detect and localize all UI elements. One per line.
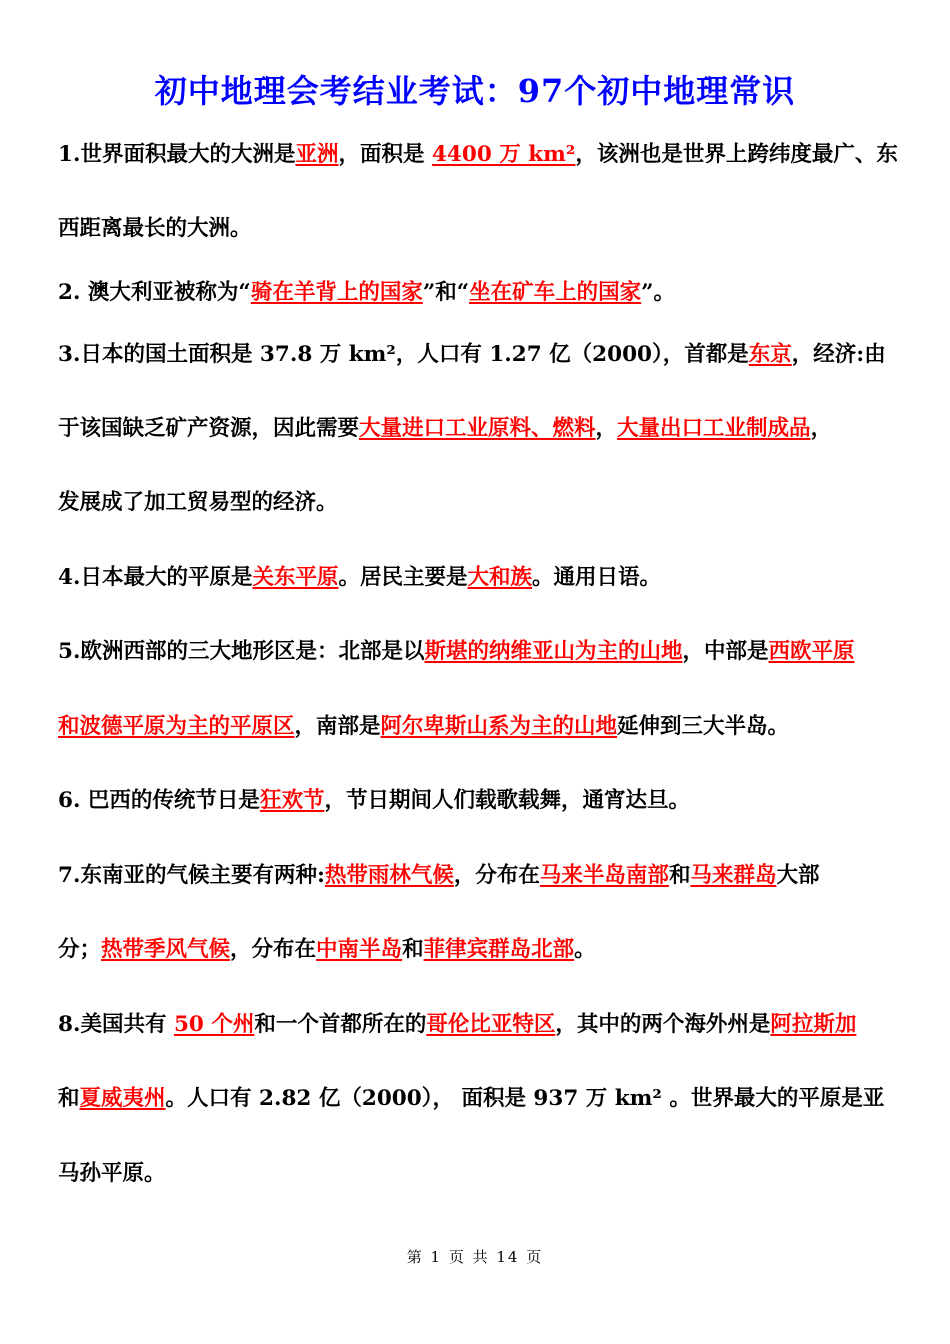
text-segment: 。居民主要是	[338, 565, 468, 590]
text-line	[58, 1009, 928, 1041]
answer-highlight: 坐在矿车上的国家	[469, 280, 642, 305]
text-line	[58, 785, 928, 817]
text-segment: ”和“	[422, 280, 470, 305]
text-line	[58, 139, 928, 171]
text-segment: 1.世界面积最大的大洲是	[58, 142, 296, 167]
text-segment: 和一个首都所在的	[254, 1012, 427, 1037]
text-segment: ，中部是	[682, 639, 769, 664]
text-segment: ，南部是	[294, 714, 381, 739]
text-line	[58, 711, 928, 743]
answer-highlight: 骑在羊背上的国家	[250, 280, 423, 305]
text-segment: ，面积是	[338, 142, 432, 167]
text-segment: ”。	[641, 280, 675, 305]
answer-highlight: 哥伦比亚特区	[426, 1012, 556, 1037]
text-line	[58, 1083, 928, 1115]
answer-highlight: 夏威夷州	[79, 1086, 166, 1111]
text-segment: 和	[668, 863, 691, 888]
text-segment: 3.日本的国土面积是 37.8 万 km²，人口有 1.27 亿（2000），首都是	[58, 342, 749, 367]
page-footer: 第 1 页 共 14 页	[406, 1248, 544, 1266]
page-title: 初中地理会考结业考试：97个初中地理常识	[154, 72, 796, 110]
text-segment: ，分布在	[230, 937, 317, 962]
text-segment: 4.日本最大的平原是	[58, 565, 253, 590]
text-segment: 分；	[58, 937, 102, 962]
answer-highlight: 阿尔卑斯山系为主的山地	[380, 714, 618, 739]
text-segment: 8.美国共有	[58, 1012, 174, 1037]
text-segment: 7.东南亚的气候主要有两种:	[58, 863, 325, 888]
text-segment: 于该国缺乏矿产资源，因此需要	[58, 416, 360, 441]
answer-highlight: 热带季风气候	[101, 937, 231, 962]
answer-highlight: 阿拉斯加	[770, 1012, 857, 1037]
text-segment: 发展成了加工贸易型的经济。	[58, 490, 338, 515]
text-line	[58, 1158, 928, 1190]
text-segment: ，节日期间人们载歌载舞，通宵达旦。	[324, 788, 690, 813]
text-line	[58, 562, 928, 594]
text-line	[58, 487, 928, 519]
text-segment: ，该洲也是世界上跨纬度最广、东	[575, 142, 898, 167]
text-segment: 。	[574, 937, 596, 962]
answer-highlight: 大量出口工业制成品	[617, 416, 811, 441]
text-segment: ，分布在	[453, 863, 540, 888]
text-segment: 和	[58, 1086, 80, 1111]
text-segment: 马孙平原。	[58, 1161, 166, 1186]
text-segment: ，经济:由	[791, 342, 886, 367]
answer-highlight: 4400 万 km²	[431, 142, 576, 167]
answer-highlight: 马来半岛南部	[539, 863, 669, 888]
answer-highlight: 东京	[748, 342, 792, 367]
text-segment: ，	[810, 416, 833, 441]
answer-highlight: 大量进口工业原料、燃料	[359, 416, 596, 441]
answer-highlight: 和波德平原为主的平原区	[58, 714, 295, 739]
text-segment: 2. 澳大利亚被称为“	[58, 280, 251, 305]
answer-highlight: 西欧平原	[768, 639, 855, 664]
answer-highlight: 菲律宾群岛北部	[423, 937, 575, 962]
text-segment: 6. 巴西的传统节日是	[58, 788, 260, 813]
text-line	[58, 934, 928, 966]
answer-highlight: 关东平原	[252, 565, 339, 590]
text-segment: 。人口有 2.82 亿（2000）， 面积是 937 万 km² 。世界最大的平原是亚	[165, 1086, 885, 1111]
text-line	[58, 636, 928, 668]
text-line	[58, 213, 928, 245]
text-line	[58, 860, 928, 892]
text-segment: ，其中的两个海外州是	[555, 1012, 771, 1037]
text-segment: ，	[595, 416, 618, 441]
text-line	[58, 277, 928, 309]
answer-highlight: 50 个州	[173, 1012, 255, 1037]
answer-highlight: 马来群岛	[690, 863, 777, 888]
answer-highlight: 狂欢节	[259, 788, 325, 813]
text-segment: 大部	[776, 863, 820, 888]
text-segment: 西距离最长的大洲。	[58, 216, 252, 241]
answer-highlight: 亚洲	[295, 142, 339, 167]
answer-highlight: 热带雨林气候	[324, 863, 454, 888]
answer-highlight: 大和族	[467, 565, 532, 590]
text-segment: 。通用日语。	[532, 565, 662, 590]
text-line	[58, 339, 928, 371]
text-segment: 延伸到三大半岛。	[617, 714, 790, 739]
answer-highlight: 中南半岛	[316, 937, 403, 962]
text-line	[58, 413, 928, 445]
text-segment: 和	[402, 937, 424, 962]
text-segment: 5.欧洲西部的三大地形区是：北部是以	[58, 639, 425, 664]
answer-highlight: 斯堪的纳维亚山为主的山地	[424, 639, 683, 664]
